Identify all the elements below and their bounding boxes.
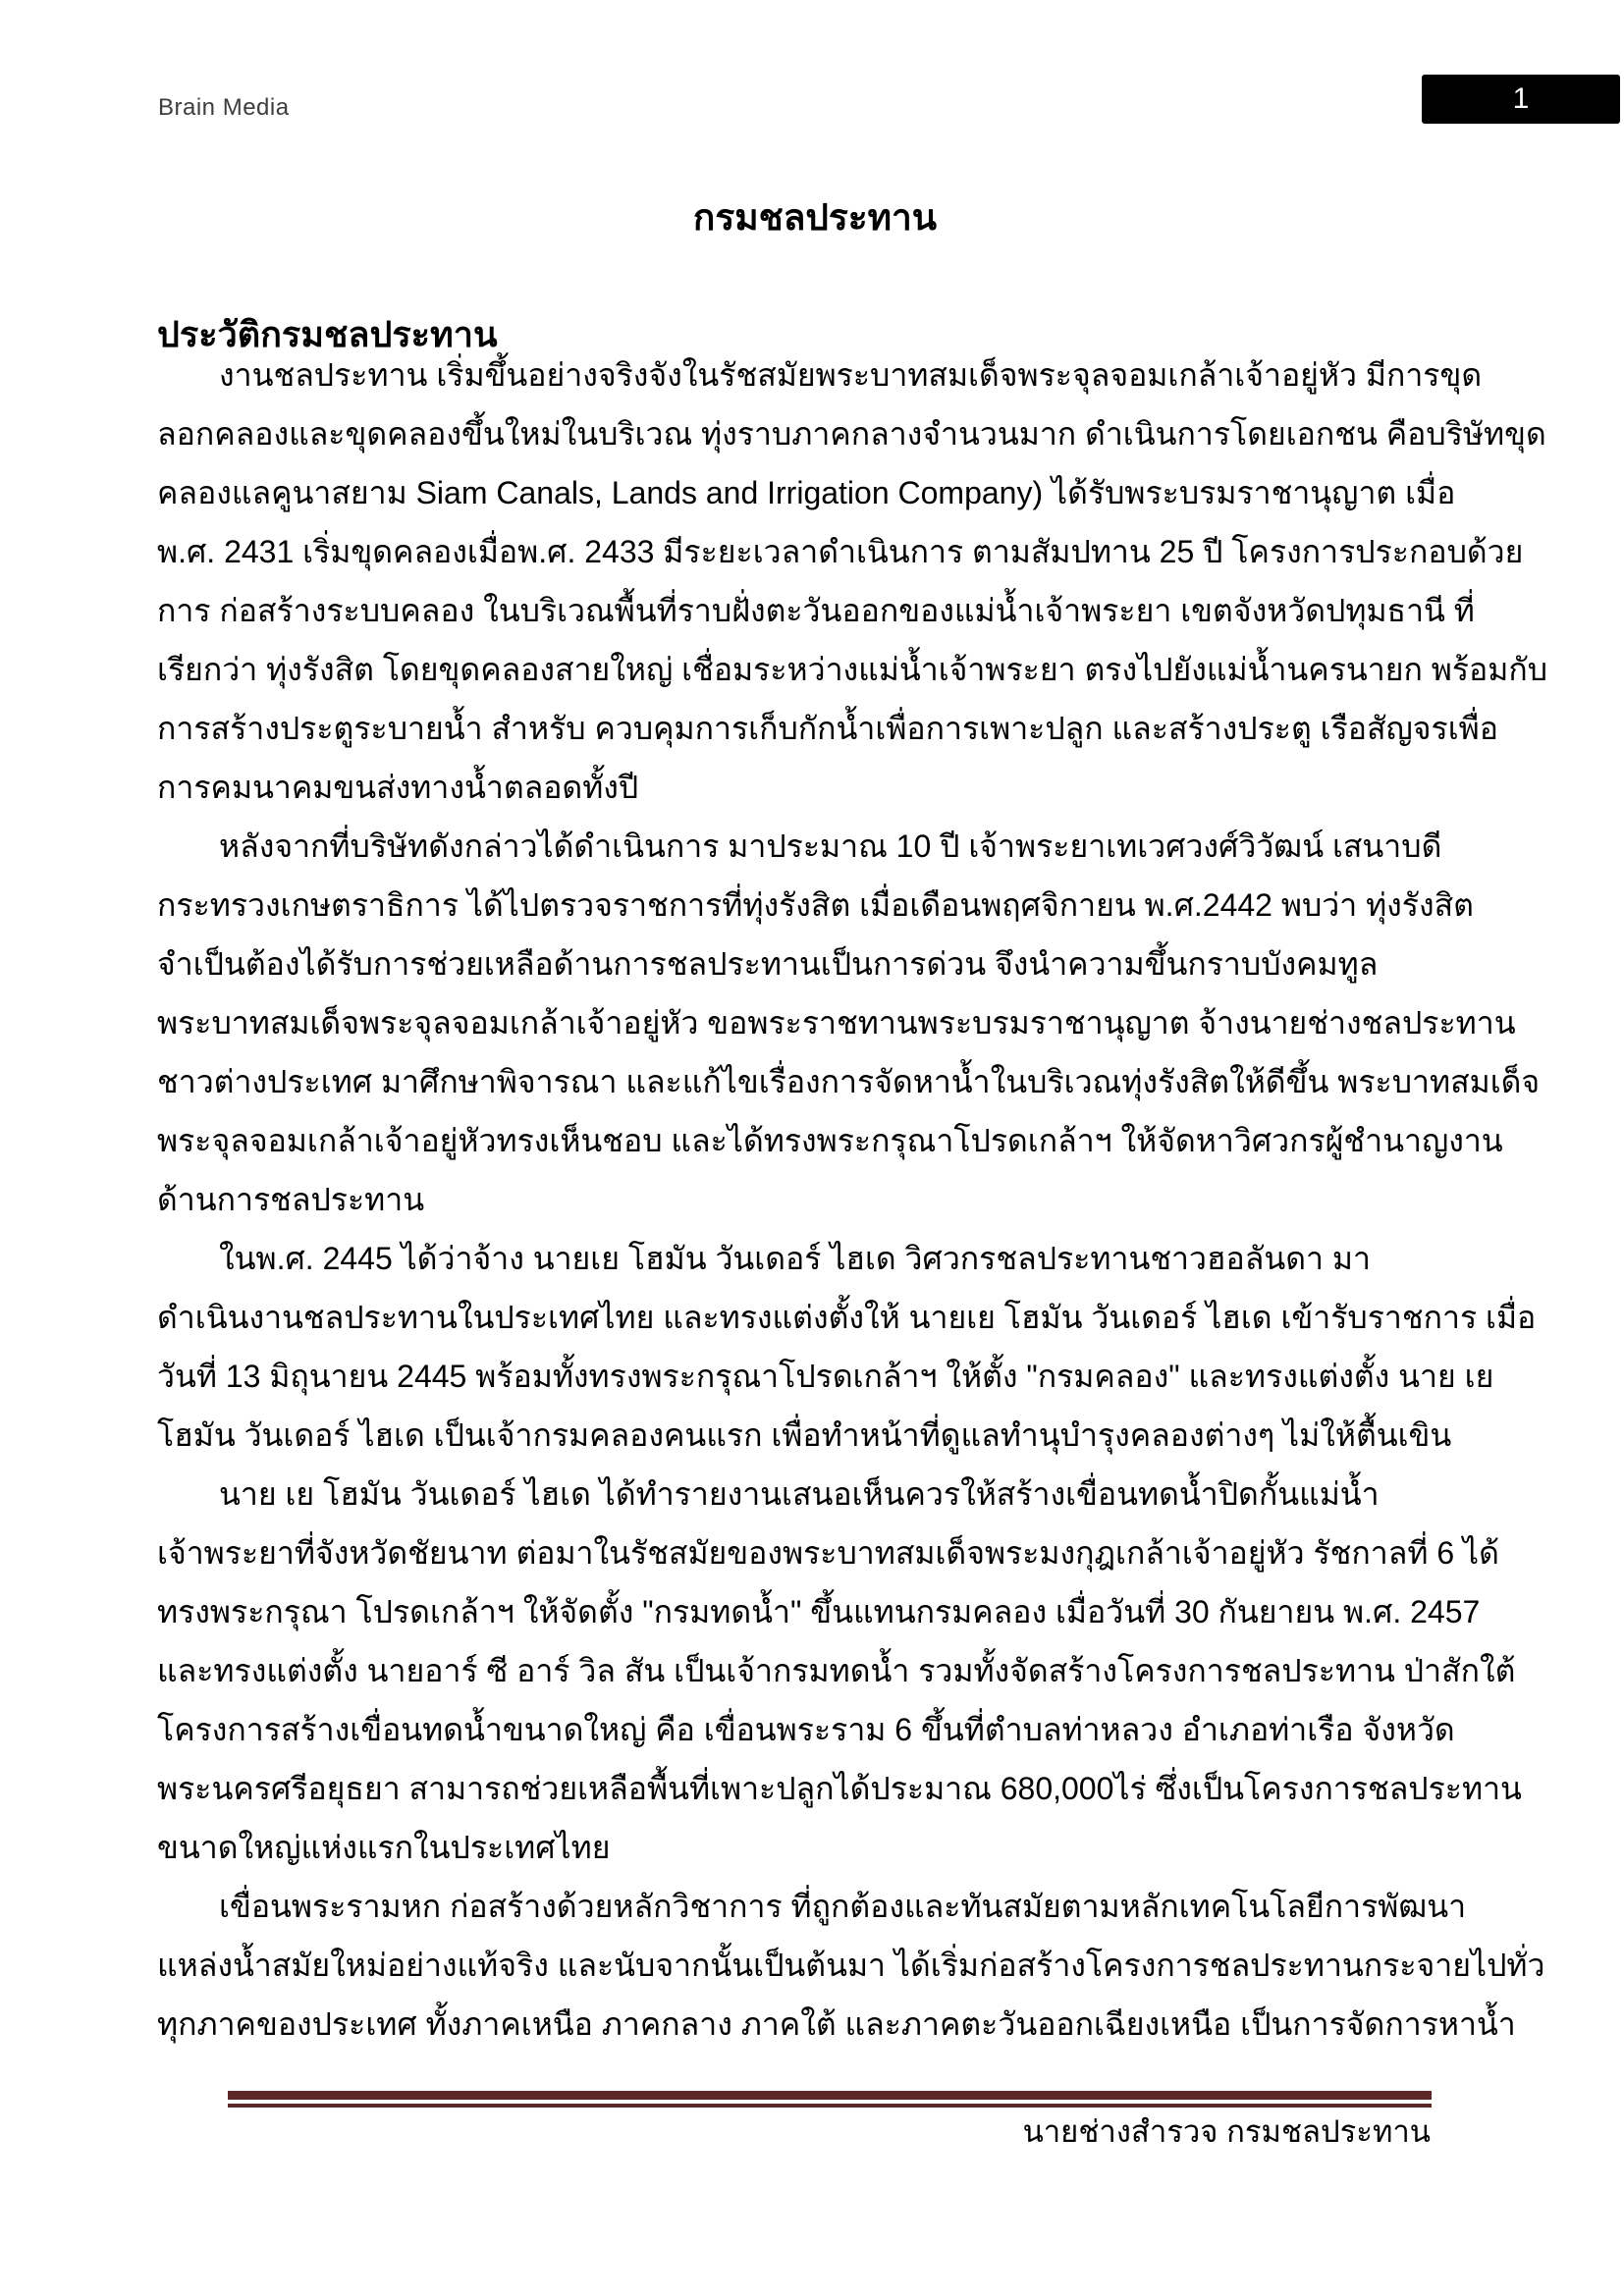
text-line: กระทรวงเกษตราธิการ ได้ไปตรวจราชการที่ทุ่งรังสิต เมื่อเดือนพฤศจิกายน พ.ศ.2442 พบว่า ทุ่งรังสิต [157, 887, 1474, 923]
paragraph [157, 346, 1548, 817]
text-line: พระบาทสมเด็จพระจุลจอมเกล้าเจ้าอยู่หัว ขอพระราชทานพระบรมราชานุญาต จ้างนายช่างชลประทาน [157, 1005, 1516, 1041]
text-line: โฮมัน วันเดอร์ ไฮเด เป็นเจ้ากรมคลองคนแรก เพื่อทำหน้าที่ดูแลทำนุบำรุงคลองต่างๆ ไม่ให้ตื้นเขิน [157, 1417, 1452, 1453]
text-line: ทรงพระกรุณา โปรดเกล้าฯ ให้จัดตั้ง "กรมทดน้ำ" ขึ้นแทนกรมคลอง เมื่อวันที่ 30 กันยายน พ.ศ. 2457 [157, 1594, 1481, 1629]
text-line: ขนาดใหญ่แห่งแรกในประเทศไทย [157, 1830, 611, 1865]
document-title: กรมชลประทาน [692, 197, 938, 238]
text-line: พระนครศรีอยุธยา สามารถช่วยเหลือพื้นที่เพาะปลูกได้ประมาณ 680,000ไร่ ซึ่งเป็นโครงการชลประทาน [157, 1771, 1522, 1806]
paragraph [157, 1229, 1537, 1465]
text-line: แหล่งน้ำสมัยใหม่อย่างแท้จริง และนับจากนั้นเป็นต้นมา ได้เริ่มก่อสร้างโครงการชลประทานกระจายไปทั่ว [157, 1948, 1545, 1983]
text-line: หลังจากที่บริษัทดังกล่าวได้ดำเนินการ มาประมาณ 10 ปี เจ้าพระยาเทเวศวงศ์วิวัฒน์ เสนาบดี [219, 828, 1442, 864]
text-line: งานชลประทาน เริ่มขึ้นอย่างจริงจังในรัชสมัยพระบาทสมเด็จพระจุลจอมเกล้าเจ้าอยู่หัว มีการขุด [219, 357, 1483, 393]
text-line: ในพ.ศ. 2445 ได้ว่าจ้าง นายเย โฮมัน วันเดอร์ ไฮเด วิศวกรชลประทานชาวฮอลันดา มา [219, 1241, 1371, 1276]
text-line: เรียกว่า ทุ่งรังสิต โดยขุดคลองสายใหญ่ เชื่อมระหว่างแม่น้ำเจ้าพระยา ตรงไปยังแม่น้ำนครนายก พร้อมกับ [157, 652, 1548, 687]
paragraph [157, 1877, 1545, 2054]
text-line: พระจุลจอมเกล้าเจ้าอยู่หัวทรงเห็นชอบ และได้ทรงพระกรุณาโปรดเกล้าฯ ให้จัดหาวิศวกรผู้ชำนาญงาน [157, 1123, 1503, 1158]
text-line: ดำเนินงานชลประทานในประเทศไทย และทรงแต่งตั้งให้ นายเย โฮมัน วันเดอร์ ไฮเด เข้ารับราชการ เมื่อ [157, 1300, 1537, 1335]
text-line: จำเป็นต้องได้รับการช่วยเหลือด้านการชลประทานเป็นการด่วน จึงนำความขึ้นกราบบังคมทูล [157, 946, 1379, 982]
header-brand: Brain Media [158, 94, 290, 121]
text-line: วันที่ 13 มิถุนายน 2445 พร้อมทั้งทรงพระกรุณาโปรดเกล้าฯ ให้ตั้ง "กรมคลอง" และทรงแต่งตั้ง นาย เย [157, 1359, 1494, 1394]
footer-rule-thick [228, 2091, 1432, 2100]
text-line: นาย เย โฮมัน วันเดอร์ ไฮเด ได้ทำรายงานเสนอเห็นควรให้สร้างเขื่อนทดน้ำปิดกั้นแม่น้ำ [219, 1476, 1380, 1512]
document-body [157, 346, 1548, 2054]
paragraph [157, 817, 1541, 1229]
footer-signature: นายช่างสำรวจ กรมชลประทาน [1022, 2114, 1431, 2149]
text-line: การ ก่อสร้างระบบคลอง ในบริเวณพื้นที่ราบฝั่งตะวันออกของแม่น้ำเจ้าพระยา เขตจังหวัดปทุมธานี ที่ [157, 593, 1475, 628]
text-line: คลองแลคูนาสยาม Siam Canals, Lands and Irrigation Company) ได้รับพระบรมราชานุญาต เมื่อ [157, 475, 1456, 510]
page-number-box [1422, 75, 1620, 124]
text-line: ทุกภาคของประเทศ ทั้งภาคเหนือ ภาคกลาง ภาคใต้ และภาคตะวันออกเฉียงเหนือ เป็นการจัดการหาน้ำ [157, 2006, 1516, 2042]
paragraph [157, 1465, 1522, 1877]
text-line: พ.ศ. 2431 เริ่มขุดคลองเมื่อพ.ศ. 2433 มีระยะเวลาดำเนินการ ตามสัมปทาน 25 ปี โครงการประกอบด้วย [157, 534, 1524, 569]
footer-rule-thin [228, 2104, 1432, 2108]
text-line: โครงการสร้างเขื่อนทดน้ำขนาดใหญ่ คือ เขื่อนพระราม 6 ขึ้นที่ตำบลท่าหลวง อำเภอท่าเรือ จังหวัด [157, 1712, 1455, 1747]
page-number: 1 [1512, 82, 1530, 115]
text-line: การคมนาคมขนส่งทางน้ำตลอดทั้งปี [157, 770, 639, 805]
text-line: ชาวต่างประเทศ มาศึกษาพิจารณา และแก้ไขเรื่องการจัดหาน้ำในบริเวณทุ่งรังสิตให้ดีขึ้น พระบาทสมเด็จ [157, 1064, 1541, 1099]
text-line: การสร้างประตูระบายน้ำ สำหรับ ควบคุมการเก็บกักน้ำเพื่อการเพาะปลูก และสร้างประตู เรือสัญจรเพื่อ [157, 711, 1498, 746]
text-line: เขื่อนพระรามหก ก่อสร้างด้วยหลักวิชาการ ที่ถูกต้องและทันสมัยตามหลักเทคโนโลยีการพัฒนา [219, 1889, 1467, 1924]
text-line: และทรงแต่งตั้ง นายอาร์ ซี อาร์ วิล สัน เป็นเจ้ากรมทดน้ำ รวมทั้งจัดสร้างโครงการชลประทาน ป่าสักใต้ [157, 1653, 1516, 1688]
text-line: ด้านการชลประทาน [157, 1182, 425, 1217]
text-line: ลอกคลองและขุดคลองขึ้นใหม่ในบริเวณ ทุ่งราบภาคกลางจำนวนมาก ดำเนินการโดยเอกชน คือบริษัทขุด [157, 416, 1546, 452]
section-heading: ประวัติกรมชลประทาน [157, 314, 498, 354]
text-line: เจ้าพระยาที่จังหวัดชัยนาท ต่อมาในรัชสมัยของพระบาทสมเด็จพระมงกุฎเกล้าเจ้าอยู่หัว รัชกาลที่ 6 ได้ [157, 1535, 1499, 1571]
